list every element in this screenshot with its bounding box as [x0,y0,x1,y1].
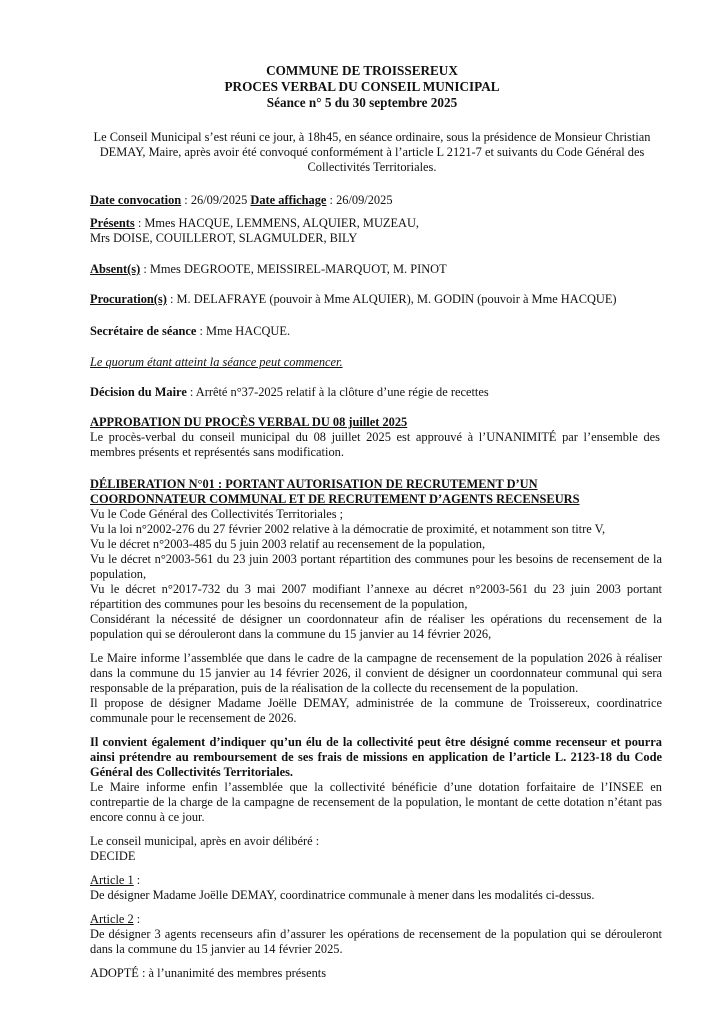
secretaire-label: Secrétaire de séance [90,324,197,338]
article1-label: Article 1 [90,873,134,887]
secretaire-value: : Mme HACQUE. [196,324,291,338]
document-header [0,63,724,111]
visa-decret-2003-561: Vu le décret n°2003-561 du 23 juin 2003 portant répartition des communes pour les besoins de recensement de la population, [90,552,662,581]
maire-informe-paragraph: Le Maire informe l’assemblée que dans le cadre de la campagne de recensement de la population 2026 à réaliser dans la commune du 15 janvier au 14 février 2026, il convient de désigner un coordonnateur communal qui sera responsable de la préparation, puis de la réalisation de la collecte du recensement de la population. [90,651,662,695]
conseil-delibere-line: Le conseil municipal, après en avoir délibéré : [90,834,320,848]
visa-cgct: Vu le Code Général des Collectivités Territoriales ; [90,507,344,521]
adopte-label: ADOPTÉ [90,966,139,980]
absents-line [90,262,660,277]
presents-line2: Mrs DOISE, COUILLEROT, SLAGMULDER, BILY [90,231,358,245]
absents-label: Absent(s) [90,262,141,276]
presents-line1: : Mmes HACQUE, LEMMENS, ALQUIER, MUZEAU, [134,216,420,230]
intro-paragraph: Le Conseil Municipal s’est réuni ce jour, à 18h45, en séance ordinaire, sous la présidence de Monsieur Christian DEMAY, Maire, après avoir été convoqué conformément à l’article L 2121-7 et suivants du Code Général des Collectivités Territoriales. [93,130,651,174]
dotation-paragraph: Le Maire informe enfin l’assemblée que la collectivité bénéficie d’une dotation forfaitaire de l’INSEE en contrepartie de la charge de la campagne de recensement de la population, le montant de cette dotation n’étant pas encore connu à ce jour. [90,780,662,824]
seance-title: Séance n° 5 du 30 septembre 2025 [266,95,458,110]
deliberation-title-line1: DÉLIBERATION N°01 : PORTANT AUTORISATION DE RECRUTEMENT D’UN [90,477,538,491]
deliberation-title-line2: COORDONNATEUR COMMUNAL ET DE RECRUTEMENT D’AGENTS RECENSEURS [90,492,580,506]
visa-decret-2017-732: Vu le décret n°2017-732 du 3 mai 2007 modifiant l’annexe au décret n°2003-561 du 23 juin 2003 portant répartition des communes pour les besoins du recensement de la population, [90,582,662,611]
date-affichage-label: Date affichage [250,193,327,207]
article2-label: Article 2 [90,912,134,926]
article2-heading [90,912,662,927]
decision-value: : Arrêté n°37-2025 relatif à la clôture d’une régie de recettes [186,385,489,399]
date-convocation-value: : 26/09/2025 [181,193,251,207]
decide-line: DECIDE [90,849,136,863]
date-convocation-label: Date convocation [90,193,182,207]
absents-value: : Mmes DEGROOTE, MEISSIREL-MARQUOT, M. PINOT [140,262,447,276]
convocation-line [90,193,660,208]
visa-decret-2003-485: Vu le décret n°2003-485 du 5 juin 2003 relatif au recensement de la population, [90,537,486,551]
date-affichage-value: : 26/09/2025 [326,193,393,207]
article1-colon: : [133,873,141,887]
decision-line [90,385,660,400]
approbation-text: Le procès-verbal du conseil municipal du 08 juillet 2025 est approuvé à l’UNANIMITÉ par l’ensemble des membres présents et représentés sans modification. [90,430,660,459]
commune-title: COMMUNE DE TROISSEREUX [266,63,458,78]
visa-loi-2002: Vu la loi n°2002-276 du 27 février 2002 relative à la démocratie de proximité, et notamment son titre V, [90,522,606,536]
article1-heading [90,873,662,888]
elu-recenseur-paragraph: Il convient également d’indiquer qu’un élu de la collectivité peut être désigné comme recenseur et pourra ainsi prétendre au remboursement de ses frais de missions en application de l’article L. 2123-18 du Code Général des Collectivités Territoriales. [90,735,662,779]
deliberation-section [90,477,662,981]
approbation-section [90,415,660,460]
proces-verbal-title: PROCES VERBAL DU CONSEIL MUNICIPAL [224,79,500,94]
procuration-line [90,292,690,307]
presents-label: Présents [90,216,135,230]
considerant: Considérant la nécessité de désigner un coordonnateur afin de réaliser les opérations du recensement de la population qui se dérouleront dans la commune du 15 janvier au 14 février 2026, [90,612,662,641]
adopte-value: : à l’unanimité des membres présents [138,966,327,980]
article2-text: De désigner 3 agents recenseurs afin d’assurer les opérations de recensement de la population qui se dérouleront dans la commune du 15 janvier au 14 février 2025. [90,927,662,956]
adopte-line [90,966,662,981]
procuration-label: Procuration(s) [90,292,167,306]
article1-text: De désigner Madame Joëlle DEMAY, coordinatrice communale à mener dans les modalités ci-dessus. [90,888,595,902]
article2-colon: : [133,912,141,926]
propose-paragraph: Il propose de désigner Madame Joëlle DEMAY, administrée de la commune de Troissereux, coordinatrice communale pour le recensement de 2026. [90,696,662,725]
quorum-line: Le quorum étant atteint la séance peut commencer. [90,355,343,369]
secretaire-line [90,324,660,339]
presents-block [90,216,660,246]
approbation-title: APPROBATION DU PROCÈS VERBAL DU 08 juillet 2025 [90,415,408,429]
decision-label: Décision du Maire [90,385,187,399]
procuration-value: : M. DELAFRAYE (pouvoir à Mme ALQUIER), M. GODIN (pouvoir à Mme HACQUE) [166,292,617,306]
